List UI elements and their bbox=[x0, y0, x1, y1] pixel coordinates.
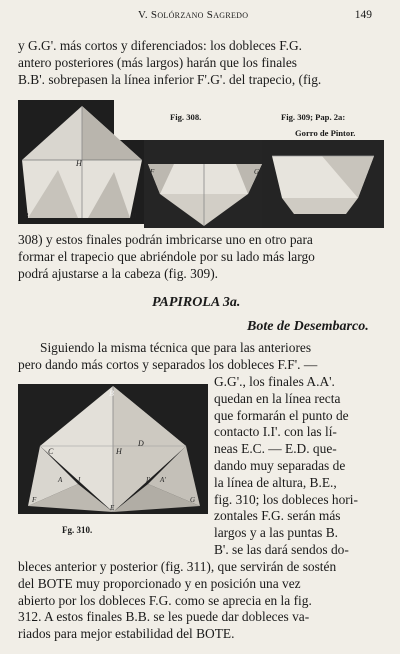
text-line: bleces anterior y posterior (fig. 311), que servirán de sostén bbox=[18, 559, 337, 574]
svg-text:D: D bbox=[138, 439, 144, 448]
photo-fig-308 bbox=[144, 140, 266, 228]
text-line: G.G'., los finales A.A'. bbox=[214, 374, 335, 389]
svg-text:H: H bbox=[116, 447, 122, 456]
svg-text:B: B bbox=[24, 212, 29, 220]
photo-fig-310 bbox=[18, 384, 208, 514]
photo-fig-307 bbox=[18, 100, 152, 224]
caption-fig-309-subtitle: Gorro de Pintor. bbox=[295, 128, 356, 138]
caption-fig-308: Fig. 308. bbox=[170, 112, 202, 122]
paragraph-3-start bbox=[18, 340, 384, 357]
text-line: dando muy separadas de bbox=[214, 457, 346, 473]
paragraph-3-line-2 bbox=[18, 357, 384, 374]
text-line: abierto por los dobleces F.G. como se aprecia en la fig. bbox=[18, 592, 312, 608]
text-line: largos y a las puntas B. bbox=[214, 525, 338, 541]
paragraph-3-narrow-column bbox=[214, 374, 384, 559]
text-line: 308) y estos finales podrán imbricarse uno en otro para bbox=[18, 232, 313, 247]
svg-text:A: A bbox=[58, 476, 63, 484]
text-line: podrá ajustarse a la cabeza (fig. 309). bbox=[18, 265, 219, 281]
text-line: quedan en la línea recta bbox=[214, 390, 341, 406]
svg-text:H: H bbox=[76, 159, 82, 168]
figure-strip-307-309 bbox=[16, 100, 386, 228]
text-line: la línea de altura, B.E., bbox=[214, 474, 337, 490]
svg-text:I: I bbox=[78, 476, 81, 484]
text-line: formar el trapecio que abriéndole por su lado más largo bbox=[18, 248, 315, 264]
text-line: Siguiendo la misma técnica que para las anteriores bbox=[40, 340, 312, 355]
svg-text:I': I' bbox=[146, 476, 150, 484]
text-line: zontales F.G. serán más bbox=[214, 508, 341, 524]
svg-text:A': A' bbox=[160, 476, 166, 484]
text-line: y G.G'. más cortos y diferenciados: los dobleces F.G. bbox=[18, 38, 302, 53]
header-title: V. Solórzano Sagredo bbox=[138, 9, 249, 21]
text-line: que formarán el punto de bbox=[214, 407, 349, 423]
text-line: 312. A estos finales B.B. se les puede dar dobleces va- bbox=[18, 609, 310, 625]
paragraph-2 bbox=[18, 232, 384, 282]
caption-fig-309: Fig. 309; Pap. 2a: bbox=[281, 112, 346, 122]
running-header bbox=[0, 9, 400, 25]
section-title: PAPIROLA 3a. bbox=[152, 295, 241, 310]
svg-text:G: G bbox=[254, 168, 260, 176]
svg-text:F: F bbox=[32, 496, 37, 504]
svg-text:G: G bbox=[190, 496, 196, 504]
text-line: neas E.C. — E.D. que- bbox=[214, 441, 337, 457]
svg-text:B': B' bbox=[132, 212, 138, 220]
caption-fig-310: Fg. 310. bbox=[62, 525, 93, 535]
text-line: riados para mejor estabilidad del BOTE. bbox=[18, 626, 235, 642]
page-number: 149 bbox=[354, 9, 372, 21]
svg-text:C: C bbox=[48, 447, 54, 456]
text-line: del BOTE muy proporcionado y en posición una vez bbox=[18, 575, 301, 591]
text-line: pero dando más cortos y separados los dobleces F.F'. — bbox=[18, 357, 318, 372]
photo-fig-309 bbox=[262, 140, 384, 228]
paragraph-3-end bbox=[18, 559, 384, 643]
text-line: B'. se las dará sendos do- bbox=[214, 541, 349, 557]
text-line: antero posteriores (más largos) harán que los finales bbox=[18, 54, 298, 70]
paragraph-1 bbox=[18, 38, 384, 88]
text-line: fig. 310; los dobleces hori- bbox=[214, 491, 358, 507]
text-line: B.B'. sobrepasen la línea inferior F'.G'. del trapecio, (fig. bbox=[18, 71, 322, 87]
text-line: contacto I.I'. con las lí- bbox=[214, 424, 337, 440]
svg-text:F: F bbox=[150, 168, 155, 176]
section-subtitle: Bote de Desembarco. bbox=[247, 319, 369, 334]
svg-text:E: E bbox=[110, 504, 115, 512]
svg-text:B: B bbox=[109, 389, 114, 398]
